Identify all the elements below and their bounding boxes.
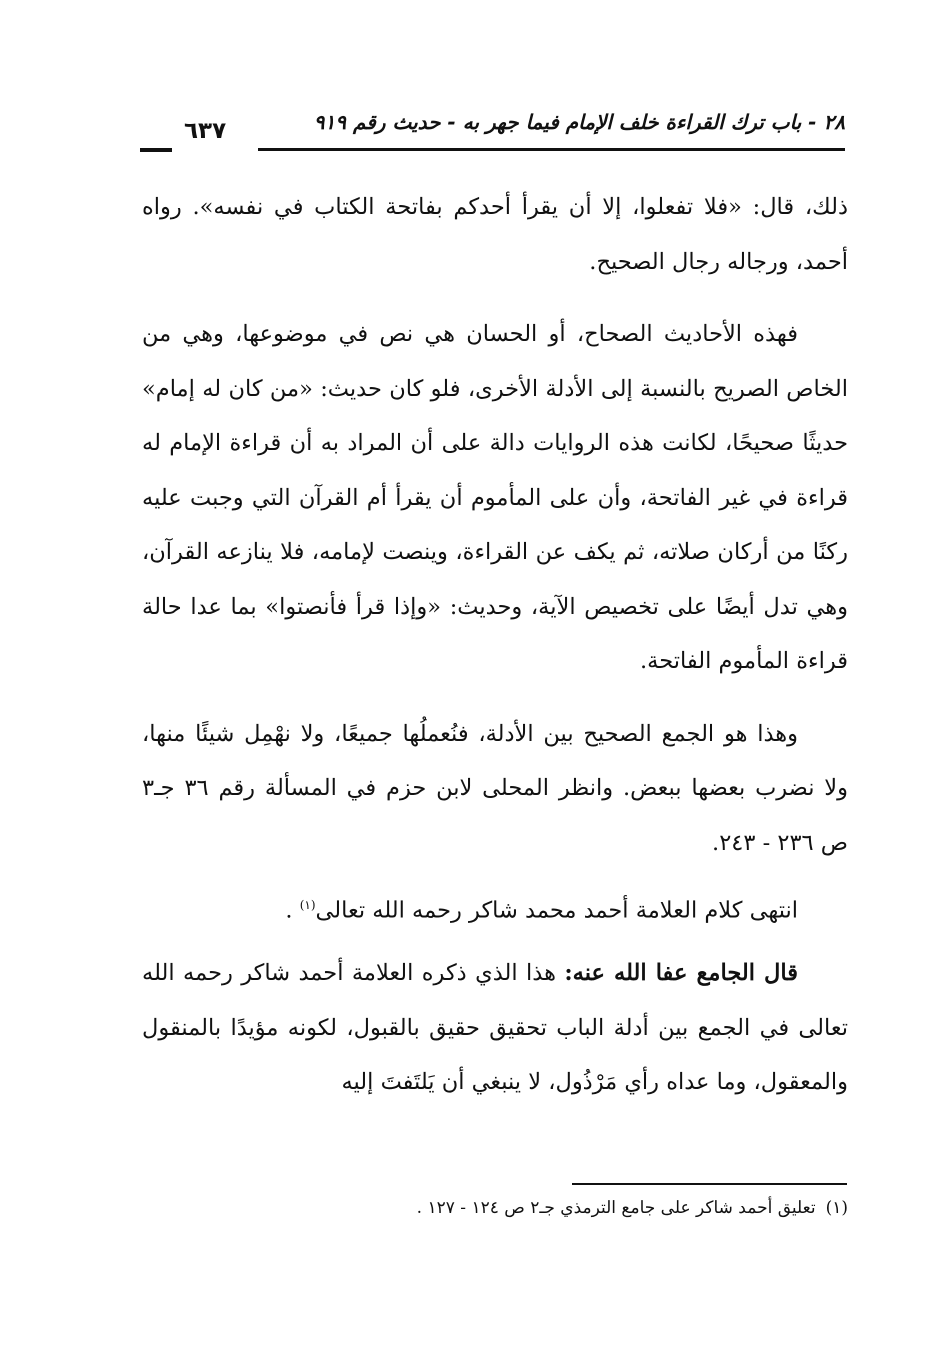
main-text bbox=[142, 180, 848, 1110]
paragraph-compiler-comment bbox=[142, 946, 848, 1110]
header-dash bbox=[140, 148, 172, 152]
paragraph-reconciliation: وهذا هو الجمع الصحيح بين الأدلة، فنُعملُها جميعًا، ولا نهْمِل شيئًا منها، ولا نضرب بعضها ببعض. وانظر المحلى لابن حزم في المسألة رقم ٣٦ جـ٣ ص ٢٣٦ - ٢٤٣. bbox=[142, 720, 848, 856]
footnote-number: (١) bbox=[825, 1198, 848, 1218]
footnote-marker[interactable]: (١) bbox=[299, 898, 316, 912]
page-number: ٦٣٧ bbox=[184, 118, 227, 144]
end-of-quote-text: انتهى كلام العلامة أحمد محمد شاكر رحمه الله تعالى bbox=[315, 897, 798, 924]
paragraph-sahih-hadiths: فهذه الأحاديث الصحاح، أو الحسان هي نص في موضوعها، وهي من الخاص الصريح بالنسبة إلى الأدلة الأخرى، فلو كان حديث: «من كان له إمام» حديثًا صحيحًا، لكانت هذه الروايات دالة على أن المراد به أن قراءة الإمام له قراءة في غير الفاتحة، وأن على المأموم أن يقرأ أم القرآن التي وجبت عليه ركنًا من أركان صلاته، ثم يكف عن القراءة، وينصت لإمامه، فلا ينازعه القرآن، وهي تدل أيضًا على تخصيص الآية، وحديث: «وإذا قرأ فأنصتوا» بما عدا حالة قراءة المأموم الفاتحة. bbox=[142, 321, 848, 674]
footnote-divider bbox=[572, 1183, 847, 1185]
chapter-title: ٢٨ - باب ترك القراءة خلف الإمام فيما جهر به - حديث رقم ٩١٩ bbox=[313, 110, 845, 134]
header-rule bbox=[258, 148, 845, 151]
footnote bbox=[248, 1198, 848, 1218]
end-of-quote-period: . bbox=[285, 897, 300, 924]
paragraph-hadith-quote: ذلك، قال: «فلا تفعلوا، إلا أن يقرأ أحدكم بفاتحة الكتاب في نفسه». رواه أحمد، ورجاله رجال الصحيح. bbox=[142, 194, 848, 275]
page-header bbox=[140, 104, 845, 156]
compiler-comment-text: هذا الذي ذكره العلامة أحمد شاكر رحمه الله تعالى في الجمع بين أدلة الباب تحقيق حقيق بالقبول، لكونه مؤيدًا بالمنقول والمعقول، وما عداه رأي مَرْذُول، لا ينبغي أن يَلتَفتَ إليه bbox=[142, 960, 848, 1095]
compiler-lead: قال الجامع عفا الله عنه: bbox=[564, 960, 798, 986]
paragraph-end-of-quote bbox=[142, 878, 848, 938]
footnote-text: تعليق أحمد شاكر على جامع الترمذي جـ٢ ص ١٢٤ - ١٢٧ . bbox=[416, 1198, 816, 1218]
